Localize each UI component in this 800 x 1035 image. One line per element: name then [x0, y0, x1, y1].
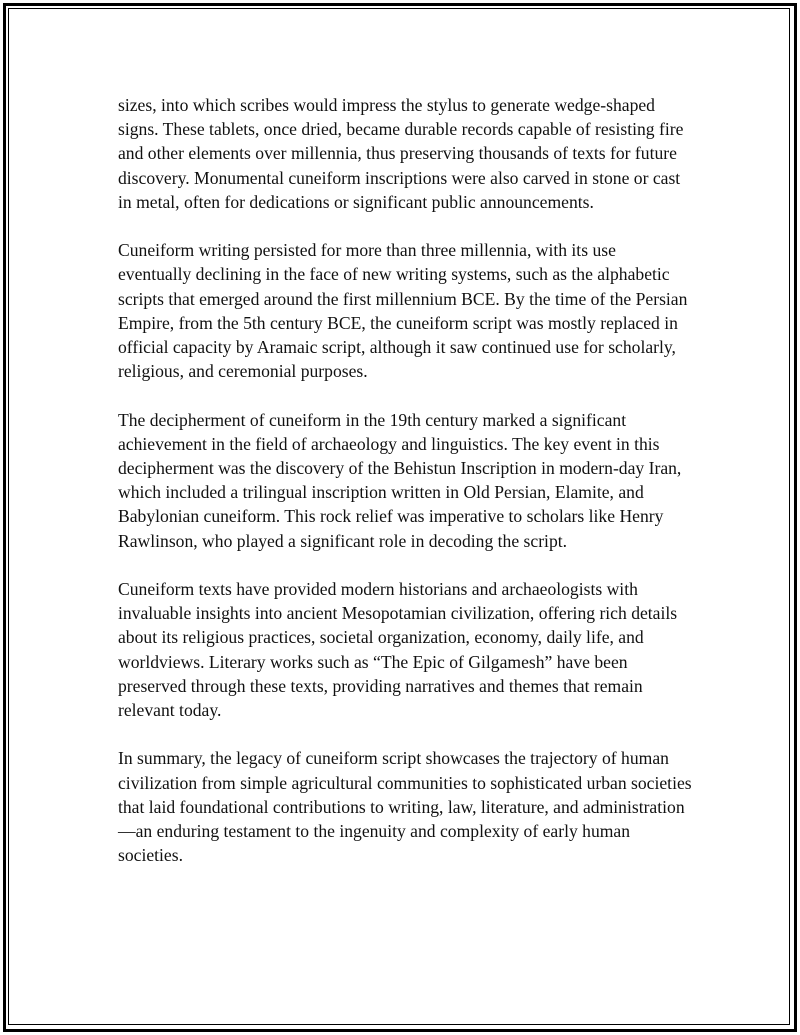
paragraph-2: Cuneiform writing persisted for more than three millennia, with its use eventually declining in the face of new writing systems, such as the alphabetic scripts that emerged around the first millennium BCE. By the time of the Persian Empire, from the 5th century BCE, the cuneiform script was mostly replaced in official capacity by Aramaic script, although it saw continued use for scholarly, religious, and ceremonial purposes.	[118, 240, 688, 382]
paragraph-4: Cuneiform texts have provided modern historians and archaeologists with invaluable insights into ancient Mesopotamian civilization, offering rich details about its religious practices, societal organization, economy, daily life, and worldviews. Literary works such as “The Epic of Gilgamesh” have been preserved through these texts, providing narratives and themes that remain relevant today.	[118, 579, 678, 721]
document-body	[118, 93, 693, 892]
paragraph-5: In summary, the legacy of cuneiform script showcases the trajectory of human civilization from simple agricultural communities to sophisticated urban societies that laid foundational contributions to writing, law, literature, and administration—an enduring testament to the ingenuity and complexity of early human societies.	[118, 748, 692, 866]
paragraph-1: sizes, into which scribes would impress the stylus to generate wedge-shaped signs. These tablets, once dried, became durable records capable of resisting fire and other elements over millennia, thus preserving thousands of texts for future discovery. Monumental cuneiform inscriptions were also carved in stone or cast in metal, often for dedications or significant public announcements.	[118, 95, 684, 212]
paragraph-3: The decipherment of cuneiform in the 19th century marked a significant achievement in the field of archaeology and linguistics. The key event in this decipherment was the discovery of the Behistun Inscription in modern-day Iran, which included a trilingual inscription written in Old Persian, Elamite, and Babylonian cuneiform. This rock relief was imperative to scholars like Henry Rawlinson, who played a significant role in decoding the script.	[118, 409, 682, 551]
